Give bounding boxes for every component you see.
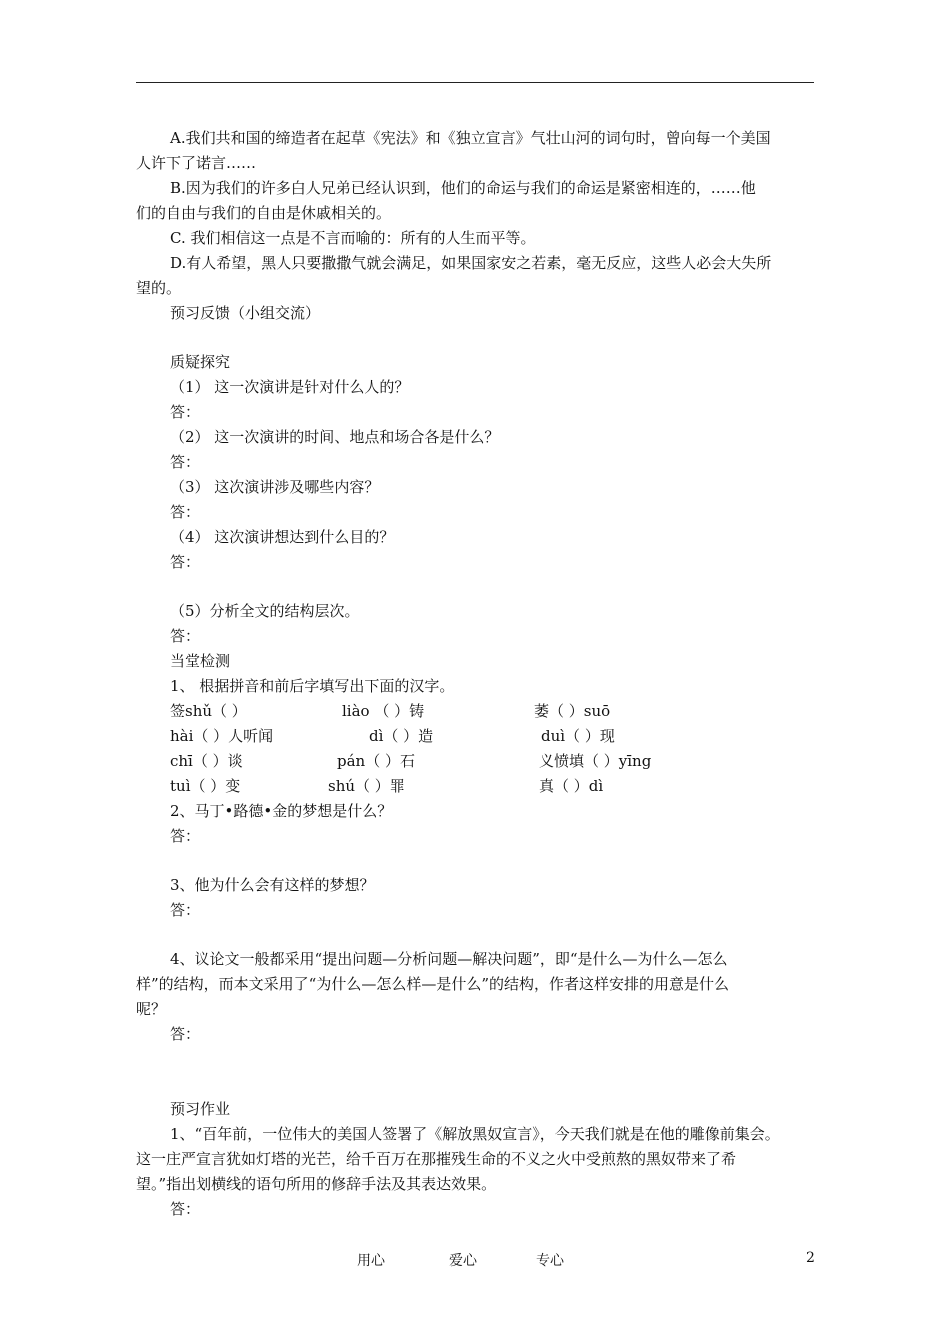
footer-motto-1: 用心 — [357, 1253, 385, 1269]
pinyin-item: duì（ ）现 — [541, 727, 615, 745]
pinyin-item: 萎（ ）suō — [534, 702, 611, 720]
page-number: 2 — [806, 1250, 815, 1266]
pinyin-item: tuì（ ）变 — [170, 777, 241, 795]
answer-label: 答： — [170, 901, 201, 919]
answer-label: 答： — [170, 1025, 201, 1043]
class-test-question-3: 3、他为什么会有这样的梦想？ — [170, 876, 375, 894]
answer-label: 答： — [170, 1200, 201, 1218]
preview-feedback-heading: 预习反馈（小组交流） — [170, 304, 321, 322]
pinyin-item: 真（ ）dì — [539, 777, 604, 795]
pinyin-item: chī（ ）谈 — [170, 752, 243, 770]
pinyin-item: hài（ ）人听闻 — [170, 727, 274, 745]
option-c-line-1: C. 我们相信这一点是不言而喻的：所有的人生而平等。 — [170, 229, 536, 247]
homework-heading: 预习作业 — [170, 1100, 231, 1118]
class-test-question-4-line-2: 样”的结构，而本文采用了“为什么—怎么样—是什么”的结构，作者这样安排的用意是什么 — [136, 975, 730, 993]
pinyin-item: dì（ ）造 — [369, 727, 434, 745]
pinyin-item: 签shǔ（ ） — [170, 702, 247, 720]
class-test-heading: 当堂检测 — [170, 652, 231, 670]
inquiry-question-4: （4） 这次演讲想达到什么目的？ — [170, 528, 395, 546]
header-rule — [136, 82, 814, 83]
answer-label: 答： — [170, 453, 201, 471]
homework-question-1-line-3: 望。”指出划横线的语句所用的修辞手法及其表达效果。 — [136, 1175, 497, 1193]
inquiry-question-5: （5）分析全文的结构层次。 — [170, 602, 360, 620]
homework-question-1-line-1: 1、“百年前，一位伟大的美国人签署了《解放黑奴宣言》，今天我们就是在他的雕像前集会。 — [170, 1125, 780, 1143]
answer-label: 答： — [170, 627, 201, 645]
inquiry-question-3: （3） 这次演讲涉及哪些内容？ — [170, 478, 380, 496]
inquiry-heading: 质疑探究 — [170, 353, 231, 371]
answer-label: 答： — [170, 503, 201, 521]
pinyin-item: pán（ ）石 — [337, 752, 415, 770]
class-test-question-4-line-1: 4、议论文一般都采用“提出问题—分析问题—解决问题”，即“是什么—为什么—怎么 — [170, 950, 728, 968]
option-d-line-1: D.有人希望，黑人只要撒撒气就会满足，如果国家安之若素，毫无反应，这些人必会大失所 — [170, 254, 772, 272]
inquiry-question-1: （1） 这一次演讲是针对什么人的？ — [170, 378, 410, 396]
option-b-line-2: 们的自由与我们的自由是休戚相关的。 — [136, 204, 392, 222]
pinyin-item: liào （ ）铸 — [342, 702, 425, 720]
answer-label: 答： — [170, 827, 201, 845]
class-test-question-4-line-3: 呢？ — [136, 1000, 167, 1018]
footer-motto-3: 专心 — [536, 1253, 564, 1269]
pinyin-item: 义愤填（ ）yīng — [539, 752, 652, 770]
class-test-question-1: 1、 根据拼音和前后字填写出下面的汉字。 — [170, 677, 455, 695]
homework-question-1-line-2: 这一庄严宣言犹如灯塔的光芒，给千百万在那摧残生命的不义之火中受煎熬的黑奴带来了希 — [136, 1150, 737, 1168]
option-a-line-2: 人许下了诺言…… — [136, 154, 257, 172]
answer-label: 答： — [170, 553, 201, 571]
class-test-question-2: 2、马丁•路德•金的梦想是什么？ — [170, 802, 393, 820]
pinyin-item: shú（ ）罪 — [328, 777, 405, 795]
inquiry-question-2: （2） 这一次演讲的时间、地点和场合各是什么？ — [170, 428, 500, 446]
option-d-line-2: 望的。 — [136, 279, 182, 297]
option-b-line-1: B.因为我们的许多白人兄弟已经认识到，他们的命运与我们的命运是紧密相连的，……他 — [170, 179, 756, 197]
option-a-line-1: A.我们共和国的缔造者在起草《宪法》和《独立宣言》气壮山河的词句时，曾向每一个美国 — [170, 129, 771, 147]
footer-motto-2: 爱心 — [449, 1253, 477, 1269]
answer-label: 答： — [170, 403, 201, 421]
